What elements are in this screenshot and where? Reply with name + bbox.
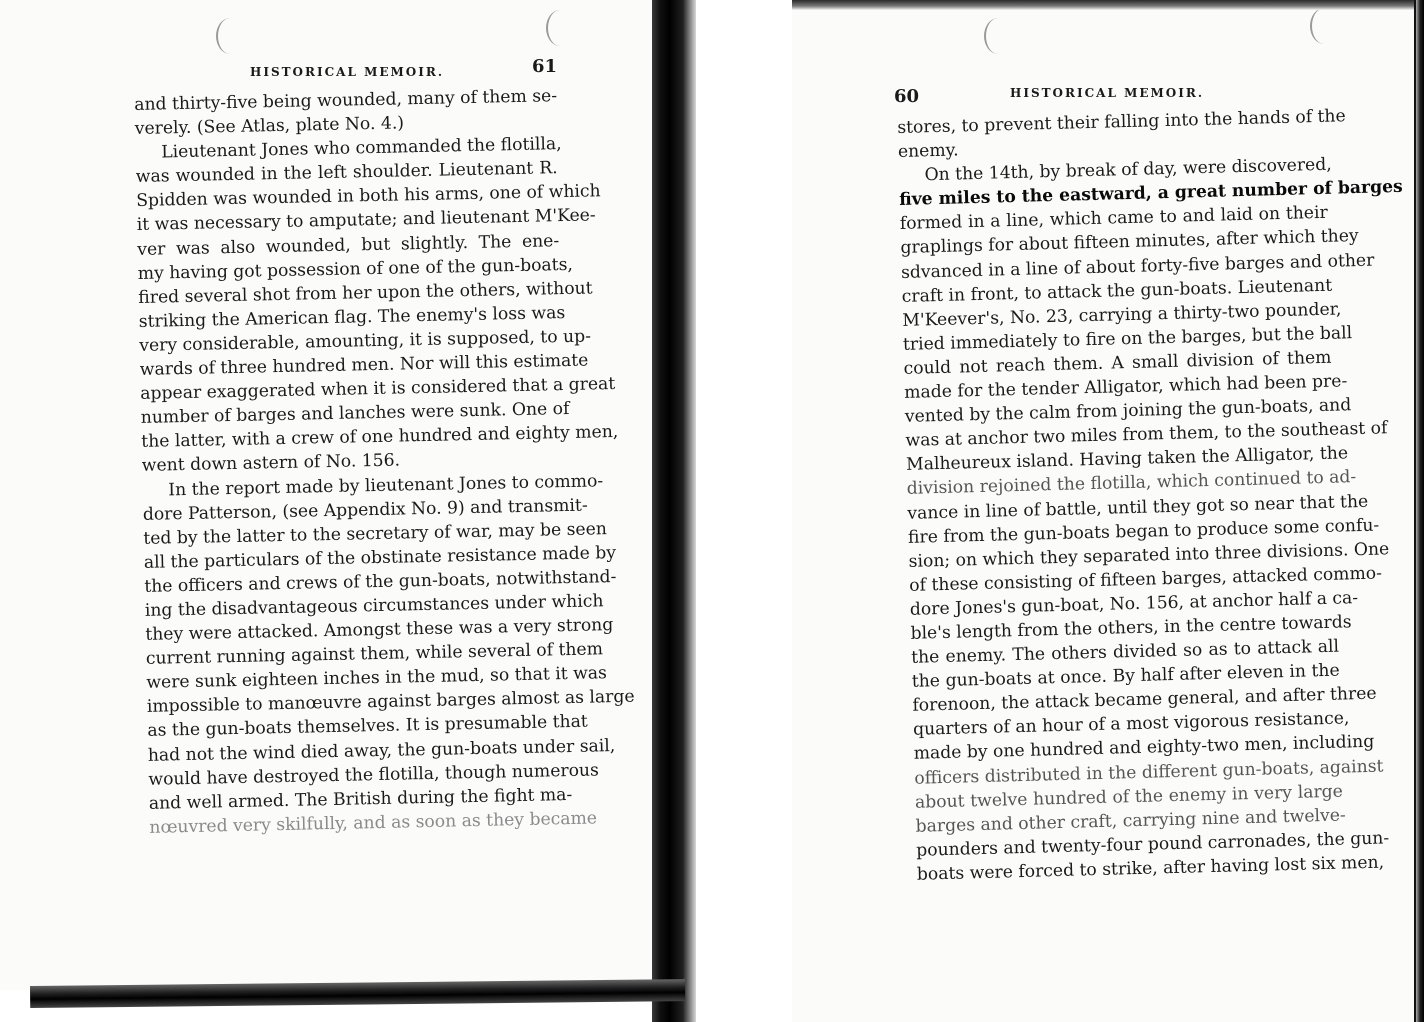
text-line: Malheureux island. Having taken the Alligator, the — [905, 443, 1349, 476]
text-line: graplings for about fifteen minutes, after which they — [900, 226, 1359, 259]
text-line: M'Keever's, No. 23, carrying a thirty-two pounder, — [902, 299, 1342, 331]
text-line: my having got possession of one of the gun-boats, — [137, 254, 574, 284]
text-line: the latter, with a crew of one hundred and eighty men, — [141, 422, 619, 453]
book-spine-shadow — [652, 0, 696, 1022]
text-line: and thirty-five being wounded, many of them se- — [134, 86, 558, 115]
text-line: vented by the calm from joining the gun-boats, and — [904, 395, 1352, 428]
text-line: the enemy. The others divided so as to attack all — [910, 636, 1340, 668]
text-line: number of barges and lanches were sunk. One of — [140, 399, 570, 429]
text-line: On the 14th, by break of day, were discovered, — [924, 154, 1332, 186]
text-line: tried immediately to fire on the barges, but the ball — [902, 323, 1353, 355]
text-line: boats were forced to strike, after having lost six men, — [916, 852, 1385, 885]
text-line: officers distributed in the different gun-boats, against — [914, 756, 1384, 789]
text-line: ble's length from the others, in the centre towards — [910, 612, 1352, 644]
page-top-edge — [792, 0, 1424, 10]
text-line: sion; on which they separated into three divisions. One — [908, 538, 1390, 572]
text-line: about twelve hundred of the enemy in very large — [914, 781, 1344, 813]
body-text — [134, 84, 635, 840]
text-line: the gun-boats at once. By half after eleven in the — [911, 660, 1340, 692]
right-page — [792, 0, 1424, 1022]
text-line: formed in a line, which came to and laid on their — [899, 203, 1328, 235]
text-line: dore Patterson, (see Appendix No. 9) and transmit- — [142, 495, 588, 525]
text-line: nœuvred very skilfully, and as soon as they became — [149, 808, 598, 838]
left-page — [0, 0, 652, 990]
binding-hole-mark — [1310, 8, 1338, 44]
text-line: stores, to prevent their falling into the hands of the — [897, 106, 1346, 138]
text-line: craft in front, to attack the gun-boats. Lieutenant — [901, 275, 1333, 307]
text-line: verely. (See Atlas, plate No. 4.) — [134, 113, 405, 140]
text-line: all the particulars of the obstinate resistance made by — [143, 542, 617, 573]
page-gutter — [696, 0, 792, 1022]
text-line: had not the wind died away, the gun-boats under sail, — [147, 735, 616, 766]
text-line: pounders and twenty-four pound carronades, the gun- — [915, 828, 1390, 861]
text-line: In the report made by lieutenant Jones to commo- — [168, 470, 604, 500]
text-line: enemy. — [897, 140, 959, 163]
text-line: fired several shot from her upon the others, without — [138, 278, 593, 308]
text-line: and well armed. The British during the fight ma- — [148, 784, 573, 814]
text-line: dore Jones's gun-boat, No. 156, at anchor half a ca- — [909, 587, 1359, 620]
page-number: 61 — [532, 56, 558, 77]
page-right-rule — [1414, 0, 1416, 1022]
text-line: ted by the latter to the secretary of war, may be seen — [143, 518, 608, 549]
text-line: barges and other craft, carrying nine and twelve- — [915, 805, 1346, 837]
text-line: fire from the gun-boats began to produce some confu- — [907, 515, 1380, 548]
text-line: was at anchor two miles from them, to the southeast of — [905, 418, 1388, 452]
text-line: sdvanced in a line of about forty-five barges and other — [900, 250, 1375, 283]
text-line: ing the disadvantageous circumstances under which — [144, 591, 604, 621]
body-text — [897, 105, 1403, 887]
text-line: as the gun-boats themselves. It is presumable that — [147, 712, 588, 742]
text-line: division rejoined the flotilla, which continued to ad- — [906, 467, 1357, 500]
text-line: went down astern of No. 156. — [141, 450, 401, 477]
text-line: were sunk eighteen inches in the mud, so that it was — [146, 663, 608, 694]
text-line: quarters of an hour of a most vigorous resistance, — [912, 708, 1350, 741]
text-line: it was necessary to amputate; and lieutenant M'Kee- — [136, 205, 596, 236]
text-line: made by one hundred and eighty-two men, including — [913, 732, 1375, 765]
text-line: would have destroyed the flotilla, though numerous — [148, 760, 600, 790]
text-line: current running against them, while several of them — [145, 639, 604, 670]
text-line: impossible to manœuvre against barges almost as large — [146, 686, 635, 718]
text-line: forenoon, the attack became general, and after three — [912, 683, 1377, 717]
running-head: HISTORICAL MEMOIR. — [250, 65, 444, 79]
text-line: appear exaggerated when it is considered that a great — [140, 374, 616, 405]
text-line: ver was also wounded, but slightly. The ene- — [137, 230, 560, 260]
page-number: 60 — [894, 86, 920, 107]
text-line: striking the American flag. The enemy's loss was — [138, 302, 566, 332]
text-line: wards of three hundred men. Nor will this estimate — [139, 350, 589, 380]
text-line: of these consisting of fifteen barges, attacked commo- — [909, 563, 1383, 596]
text-line: vance in line of battle, until they got so near that the — [907, 491, 1369, 524]
text-line: Lieutenant Jones who commanded the flotilla, — [161, 134, 562, 163]
binding-hole-mark — [984, 18, 1012, 54]
text-line: very considerable, amounting, it is supposed, to up- — [139, 326, 592, 356]
binding-hole-mark — [546, 10, 574, 46]
text-line: they were attacked. Amongst these was a very strong — [145, 615, 614, 645]
text-line: could not reach them. A small division of them — [903, 347, 1332, 379]
text-line: Spidden was wounded in both his arms, one of which — [136, 181, 601, 212]
binding-hole-mark — [216, 18, 244, 54]
text-line: was wounded in the left shoulder. Lieutenant R. — [135, 158, 558, 188]
text-line: made for the tender Alligator, which had been pre- — [903, 371, 1348, 403]
text-line: the officers and crews of the gun-boats, notwithstand- — [144, 566, 617, 597]
running-head: HISTORICAL MEMOIR. — [1010, 86, 1204, 100]
text-line: five miles to the eastward, a great number of barges — [898, 177, 1403, 211]
